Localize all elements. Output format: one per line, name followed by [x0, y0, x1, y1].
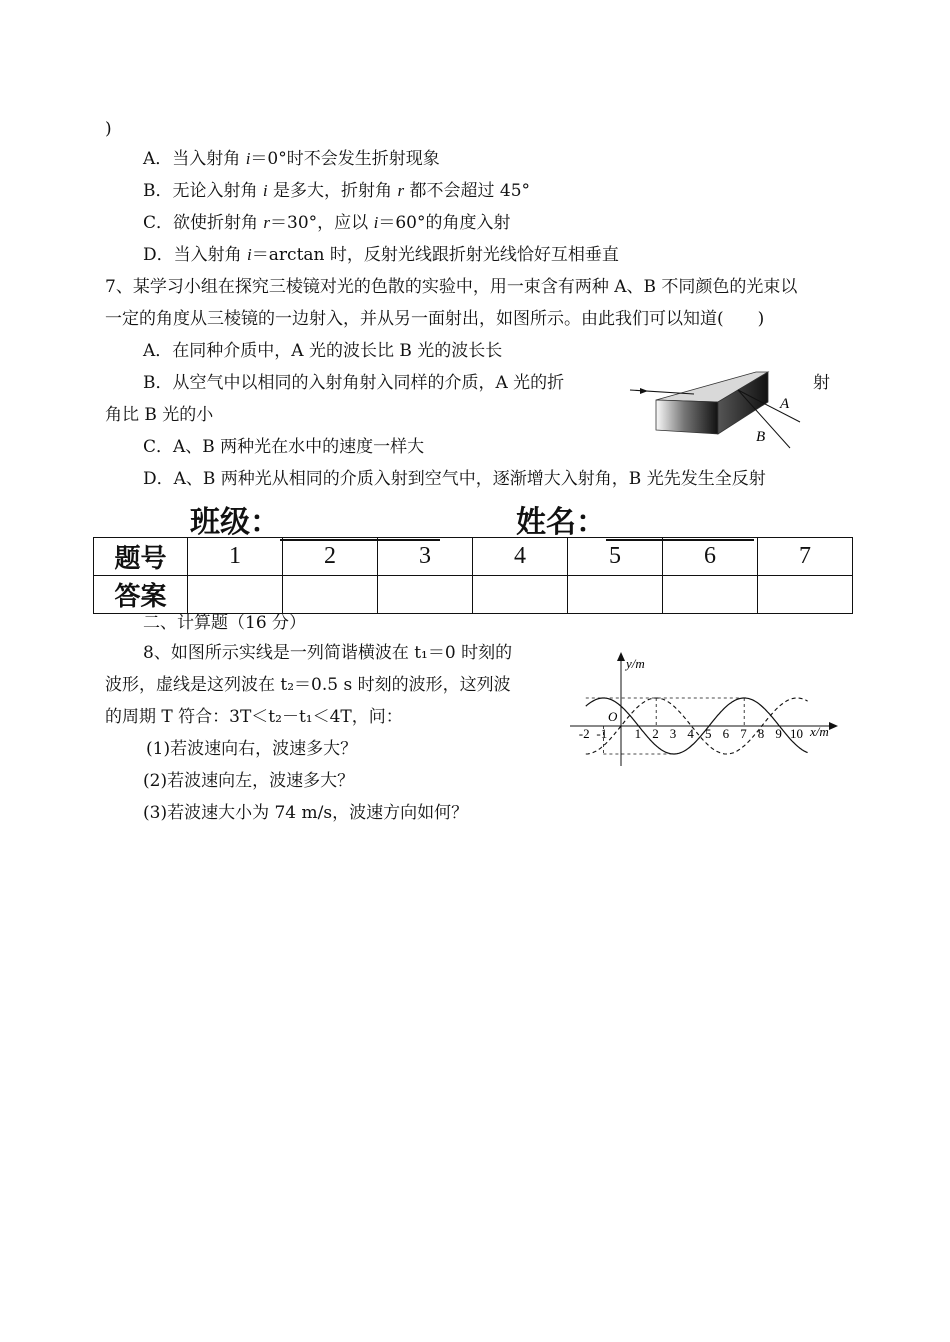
answer-cell-5[interactable] — [568, 576, 663, 614]
q6-option-c: C．欲使折射角 r＝30°，应以 i＝60°的角度入射 — [143, 213, 511, 233]
y-axis-label: y/m — [626, 656, 645, 671]
section2-title: 二、计算题（16 分） — [143, 613, 307, 633]
q6-option-d: D．当入射角 i＝arctan 时，反射光线跟折射光线恰好互相垂直 — [143, 245, 619, 265]
q-number-7: 7 — [758, 538, 853, 576]
q8-line3: 的周期 T 符合：3T＜t₂－t₁＜4T，问： — [105, 707, 403, 727]
q7-stem-line2: 一定的角度从三棱镜的一边射入，并从另一面射出，如图所示。由此我们可以知道( ) — [105, 309, 765, 329]
wave-figure — [570, 650, 842, 772]
q8-sub2: (2)若波速向左，波速多大？ — [143, 771, 355, 791]
x-tick-label: 8 — [757, 726, 765, 741]
q7-option-d: D．A、B 两种光从相同的介质入射到空气中，逐渐增大入射角，B 光先发生全反射 — [143, 469, 766, 489]
x-tick-label: 9 — [775, 726, 782, 741]
label-b: B — [756, 429, 766, 445]
x-axis-label: x/m — [810, 724, 829, 739]
name-label: 姓名： — [516, 505, 606, 540]
answer-cell-6[interactable] — [663, 576, 758, 614]
row-head-answer: 答案 — [94, 576, 188, 614]
q-number-5: 5 — [568, 538, 663, 576]
class-label: 班级： — [190, 505, 280, 540]
x-tick-label: 6 — [722, 726, 730, 741]
q8-line1: 8、如图所示实线是一列简谐横波在 t₁＝0 时刻的 — [143, 643, 513, 663]
q-number-6: 6 — [663, 538, 758, 576]
q6-tail: ) — [105, 119, 112, 139]
answer-cell-1[interactable] — [188, 576, 283, 614]
q8-sub3: (3)若波速大小为 74 m/s，波速方向如何？ — [143, 803, 469, 823]
q-number-2: 2 — [283, 538, 378, 576]
answer-cell-7[interactable] — [758, 576, 853, 614]
answer-cell-2[interactable] — [283, 576, 378, 614]
x-tick-label: 5 — [705, 726, 712, 741]
q7-option-b-line2: 角比 B 光的小 — [105, 405, 214, 425]
q7-option-c: C．A、B 两种光在水中的速度一样大 — [143, 437, 425, 457]
prism-front-face — [656, 400, 718, 434]
q-number-3: 3 — [378, 538, 473, 576]
q6-option-b: B．无论入射角 i 是多大，折射角 r 都不会超过 45° — [143, 181, 531, 201]
name-field — [516, 497, 754, 541]
y-axis-arrow — [617, 652, 625, 661]
q8-sub1: (1)若波速向右，波速多大？ — [146, 739, 358, 759]
x-tick-label: 3 — [669, 726, 677, 741]
answer-cell-4[interactable] — [473, 576, 568, 614]
x-tick-label: 1 — [634, 726, 642, 741]
origin-label: O — [608, 709, 618, 724]
x-tick-label: 7 — [740, 726, 747, 741]
q7-option-a: A．在同种介质中，A 光的波长比 B 光的波长长 — [143, 341, 503, 361]
label-a: A — [780, 396, 790, 412]
table-row — [94, 538, 853, 576]
x-tick-label: 2 — [652, 726, 659, 741]
q7-stem-line1: 7、某学习小组在探究三棱镜对光的色散的实验中，用一束含有两种 A、B 不同颜色的光束以 — [105, 277, 798, 297]
incident-arrow — [640, 388, 648, 394]
x-tick-label: 4 — [687, 726, 694, 741]
q7-option-b-end: 射 — [813, 373, 830, 393]
q6-option-a: A．当入射角 i＝0°时不会发生折射现象 — [143, 149, 440, 169]
q8-line2: 波形，虚线是这列波在 t₂＝0.5 s 时刻的波形，这列波 — [105, 675, 511, 695]
answer-table — [93, 537, 853, 614]
answer-cell-3[interactable] — [378, 576, 473, 614]
table-row — [94, 576, 853, 614]
prism-figure — [628, 362, 808, 454]
q-number-4: 4 — [473, 538, 568, 576]
row-head-number: 题号 — [94, 538, 188, 576]
x-tick-label: -1 — [596, 726, 608, 741]
q-number-1: 1 — [188, 538, 283, 576]
q7-option-b-line1: B．从空气中以相同的入射角射入同样的介质，A 光的折 — [143, 373, 565, 393]
class-field — [190, 497, 440, 541]
x-tick-label: -2 — [578, 726, 590, 741]
x-tick-label: 10 — [790, 726, 803, 741]
x-axis-arrow — [829, 722, 838, 730]
